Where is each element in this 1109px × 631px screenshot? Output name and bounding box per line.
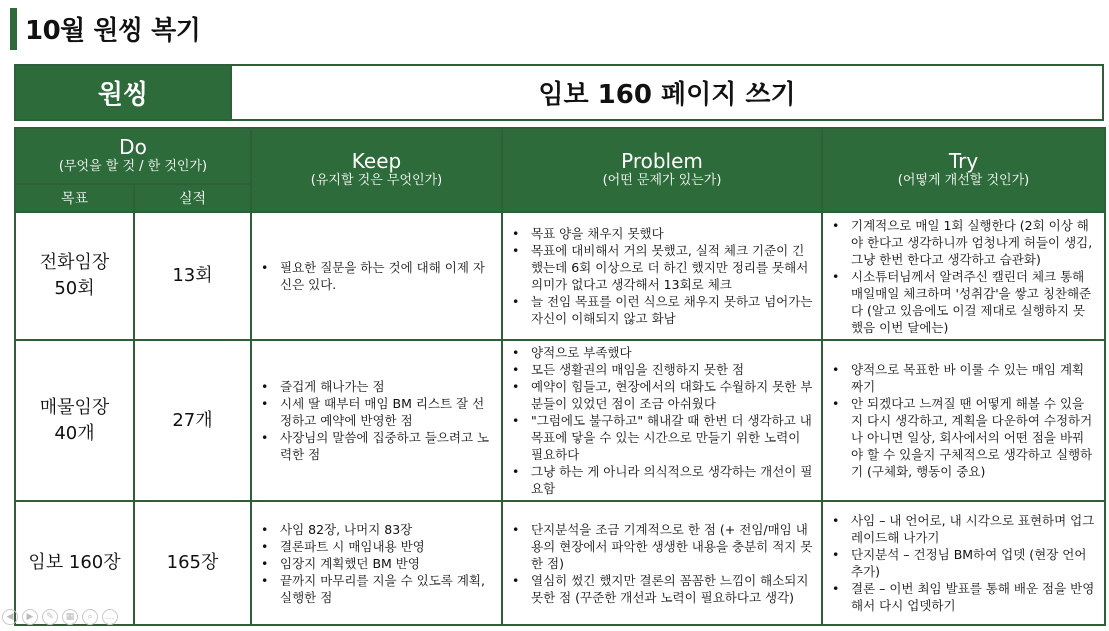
try-item: • 사임 – 내 언어로, 내 시각으로 표현하며 업그레이드해 나가기 <box>851 512 1096 546</box>
title-accent-bar <box>10 8 17 50</box>
keep-item: • 임장지 계획했던 BM 반영 <box>280 555 493 572</box>
problem-header <box>502 128 822 212</box>
back-icon[interactable]: ◀ <box>2 609 18 625</box>
keep-item: • 끝까지 마무리를 지을 수 있도록 계획, 실행한 점 <box>280 572 493 606</box>
keep-cell <box>251 501 502 625</box>
do-title: Do <box>119 135 147 159</box>
try-subtitle: (어떻게 개선할 것인가) <box>897 173 1030 188</box>
problem-item: • 열심히 썼긴 했지만 결론의 꼼꼼한 느낌이 해소되지 못한 점 (꾸준한 개선과 노력이 필요하다고 생각) <box>531 572 813 606</box>
keep-item: • 사임 82장, 나머지 83장 <box>280 521 493 538</box>
problem-cell <box>502 501 822 625</box>
do-header <box>15 128 251 184</box>
one-thing-value: 임보 160 페이지 쓰기 <box>231 65 1103 120</box>
problem-item: • "그럼에도 불구하고" 해내갈 때 한번 더 생각하고 내 목표에 닿을 수 있는 시간으로 만들기 위한 노력이 필요하다 <box>531 412 813 463</box>
try-cell <box>822 501 1105 625</box>
goal-cell <box>15 212 134 340</box>
goal-cell <box>15 340 134 501</box>
goal-line: 50회 <box>54 278 95 299</box>
one-thing-table <box>14 64 1104 121</box>
result-column-header: 실적 <box>134 184 251 212</box>
problem-cell <box>502 340 822 501</box>
do-subtitle: (무엇을 할 것 / 한 것인가) <box>58 159 208 174</box>
try-item: • 시소튜터님께서 알려주신 캘린더 체크 통해 매일매일 체크하며 '성취감'을 쌓고 칭찬해준다 (알고 있음에도 이걸 제대로 실행하지 못했음 이번 달에는) <box>851 268 1096 336</box>
problem-title: Problem <box>621 149 703 173</box>
zoom-icon[interactable]: ⌕ <box>82 609 98 625</box>
forward-icon[interactable]: ▶ <box>22 609 38 625</box>
result-cell: 165장 <box>134 501 251 625</box>
try-item: • 단지분석 – 건정님 BM하여 업뎃 (현장 언어 추가) <box>851 546 1096 580</box>
keep-item: • 결론파트 시 매임내용 반영 <box>280 538 493 555</box>
pen-icon[interactable]: ✎ <box>42 609 58 625</box>
keep-cell <box>251 212 502 340</box>
one-thing-label: 원씽 <box>15 65 231 120</box>
review-table <box>14 127 1106 626</box>
problem-item: • 목표에 대비해서 거의 못했고, 실적 체크 기준이 긴 했는데 6회 이상으로 더 하긴 했지만 정리를 못해서 의미가 없다고 생각해서 13회로 체크 <box>531 242 813 293</box>
keep-cell <box>251 340 502 501</box>
problem-item: • 양적으로 부족했다 <box>531 344 813 361</box>
table-row <box>15 501 1105 625</box>
goal-line: 임보 160장 <box>28 552 121 573</box>
problem-item: • 모든 생활권의 매임을 진행하지 못한 점 <box>531 361 813 378</box>
try-cell <box>822 212 1105 340</box>
try-item: • 양적으로 목표한 바 이룰 수 있는 매임 계획 짜기 <box>851 361 1096 395</box>
table-row <box>15 212 1105 340</box>
table-row <box>15 340 1105 501</box>
keep-item: • 시세 딸 때부터 매임 BM 리스트 잘 선정하고 예약에 반영한 점 <box>280 395 493 429</box>
more-icon[interactable]: … <box>102 609 118 625</box>
slides-icon[interactable]: ▦ <box>62 609 78 625</box>
keep-item: • 즐겁게 해나가는 점 <box>280 378 493 395</box>
try-header <box>822 128 1105 212</box>
try-item: • 기계적으로 매일 1회 실행한다 (2회 이상 해야 한다고 생각하니까 엄청나게 허들이 생김, 그냥 한번 한다고 생각하고 습관화) <box>851 217 1096 268</box>
keep-subtitle: (유지할 것은 무엇인가) <box>310 173 443 188</box>
try-item: • 안 되겠다고 느껴질 땐 어떻게 해볼 수 있을지 다시 생각하고, 계획을 다운하여 수정하거나 아니면 일상, 회사에서의 어떤 점을 바꿔야 할 수 있을지 구체적으로 생각하고 실행하기 (구체화, 행동이 중요) <box>851 395 1096 480</box>
try-cell <box>822 340 1105 501</box>
problem-item: • 단지분석을 조금 기계적으로 한 점 (+ 전임/매임 내용의 현장에서 파악한 생생한 내용을 충분히 적지 못한 점) <box>531 521 813 572</box>
slide-toolbar <box>2 609 118 625</box>
try-title: Try <box>948 149 979 173</box>
problem-subtitle: (어떤 문제가 있는가) <box>602 173 722 188</box>
problem-item: • 늘 전임 목표를 이런 식으로 채우지 못하고 넘어가는 자신이 이해되지 않고 화남 <box>531 293 813 327</box>
result-cell: 27개 <box>134 340 251 501</box>
problem-item: • 그냥 하는 게 아니라 의식적으로 생각하는 개선이 필요함 <box>531 463 813 497</box>
goal-line: 매물임장 <box>39 396 110 418</box>
goal-line: 40개 <box>54 422 95 444</box>
result-cell: 13회 <box>134 212 251 340</box>
goal-column-header: 목표 <box>15 184 134 212</box>
page-title: 10월 원씽 복기 <box>25 16 201 46</box>
goal-cell <box>15 501 134 625</box>
try-item: • 결론 – 이번 최임 발표를 통해 배운 점을 반영해서 다시 업뎃하기 <box>851 580 1096 614</box>
keep-title: Keep <box>351 149 402 173</box>
problem-item: • 목표 양을 채우지 못했다 <box>531 225 813 242</box>
goal-line: 전화임장 <box>39 252 110 273</box>
problem-item: • 예약이 힘들고, 현장에서의 대화도 수월하지 못한 부분들이 있었던 점이 조금 아쉬웠다 <box>531 378 813 412</box>
problem-cell <box>502 212 822 340</box>
keep-item: • 사장님의 말씀에 집중하고 들으려고 노력한 점 <box>280 429 493 463</box>
keep-item: • 필요한 질문을 하는 것에 대해 이제 자신은 있다. <box>280 259 493 293</box>
keep-header <box>251 128 502 212</box>
